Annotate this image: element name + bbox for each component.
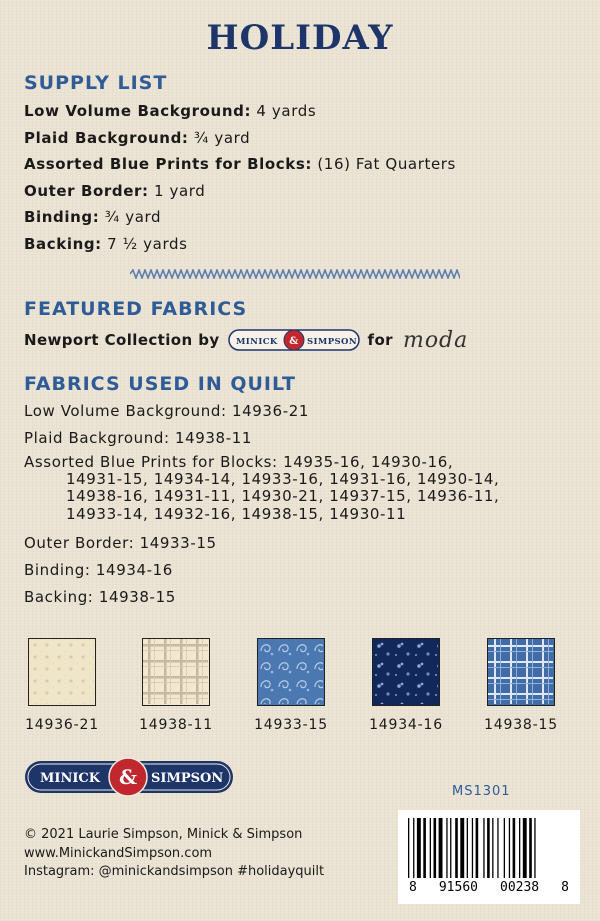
collection-text: Newport Collection by <box>24 331 220 349</box>
barcode-digit: 91560 <box>438 880 478 895</box>
barcode-bar <box>467 818 468 878</box>
swatch-label: 14934-16 <box>369 717 443 733</box>
swatch-label: 14938-15 <box>484 717 558 733</box>
swatch-14933-15 <box>257 638 325 706</box>
fabric-low-volume: Low Volume Background: 14936-21 <box>24 402 309 420</box>
barcode-bar <box>450 818 451 878</box>
barcode-digit: 8 <box>561 880 569 895</box>
minick-simpson-logo <box>24 755 234 803</box>
for-text: for <box>367 331 393 349</box>
barcode-bar <box>523 818 527 878</box>
barcode-bar <box>504 818 505 878</box>
svg-text:&: & <box>288 336 299 347</box>
swatch-14934-16 <box>372 638 440 706</box>
swatch-14936-21 <box>28 638 96 706</box>
barcode-bar <box>509 818 510 878</box>
barcode-bar <box>534 818 535 878</box>
fabric-binding: Binding: 14934-16 <box>24 560 173 579</box>
barcode-bar <box>439 818 443 878</box>
supply-item: Binding: ¾ yard <box>24 208 162 226</box>
supply-item: Assorted Blue Prints for Blocks: (16) Fat Quarters <box>24 155 456 173</box>
supply-list-heading: SUPPLY LIST <box>24 72 168 94</box>
moda-logo: moda <box>402 327 469 353</box>
fabric-outer-border: Outer Border: 14933-15 <box>24 533 217 552</box>
swatch-14938-11 <box>142 638 210 706</box>
barcode-bar <box>529 818 532 878</box>
instagram: Instagram: @minickandsimpson #holidayquilt <box>24 864 325 879</box>
fabric-plaid: Plaid Background: 14938-11 <box>24 429 252 447</box>
zigzag-divider <box>130 269 460 279</box>
barcode-bar <box>497 818 498 878</box>
fabrics-used-list <box>24 400 499 613</box>
page-title: HOLIDAY <box>206 18 394 58</box>
barcode-bar <box>455 818 458 878</box>
barcode-bar <box>408 818 409 878</box>
supply-list <box>24 100 456 259</box>
fabric-blocks: Assorted Blue Prints for Blocks: 14935-16, 14930-16, 14931-15, 14934-14, 14933-16, 14931-16, 14930-14, 14938-16, 14931-11, 14930-21, 14937-15, 14936-11, 14933-14, 14932-16, 14938-15, 14930-11 <box>24 453 500 523</box>
barcode-bar <box>413 818 414 878</box>
footer <box>24 826 324 882</box>
svg-text:SIMPSON: SIMPSON <box>306 337 357 347</box>
barcode-bar <box>513 818 516 878</box>
supply-item: Backing: 7 ½ yards <box>24 234 188 253</box>
supply-item: Outer Border: 1 yard <box>24 181 206 200</box>
swatch-label: 14938-11 <box>139 717 213 733</box>
supply-item: Low Volume Background: 4 yards <box>24 102 317 120</box>
barcode-digit: 00238 <box>500 880 540 895</box>
brand-amp: & <box>118 765 138 789</box>
barcode-bar <box>476 818 479 878</box>
swatch-label: 14936-21 <box>25 717 99 733</box>
brand-left: MINICK <box>40 771 101 786</box>
barcode-bar <box>423 818 426 878</box>
copyright: © 2021 Laurie Simpson, Minick & Simpson <box>24 827 303 842</box>
barcode-bar <box>460 818 464 878</box>
barcode-bar <box>519 818 520 878</box>
supply-item: Plaid Background: ¾ yard <box>24 128 251 147</box>
barcode-bar <box>472 818 473 878</box>
minick-simpson-small-logo <box>228 327 360 353</box>
barcode-bar <box>417 818 421 878</box>
barcode-bar <box>487 818 490 878</box>
product-code: MS1301 <box>452 784 511 799</box>
fabric-backing: Backing: 14938-15 <box>24 587 176 606</box>
svg-text:MINICK: MINICK <box>235 337 278 347</box>
website: www.MinickandSimpson.com <box>24 845 213 861</box>
featured-line <box>24 327 468 353</box>
featured-fabrics-heading: FEATURED FABRICS <box>24 298 248 320</box>
barcode-bar <box>430 818 431 878</box>
barcode-digit: 8 <box>409 880 417 895</box>
swatch-14938-15 <box>487 638 555 706</box>
barcode-bar <box>492 818 493 878</box>
fabrics-used-heading: FABRICS USED IN QUILT <box>24 373 296 395</box>
barcode-bar <box>483 818 484 878</box>
barcode-bar <box>434 818 437 878</box>
swatch-label: 14933-15 <box>254 717 328 733</box>
barcode <box>398 810 580 904</box>
barcode-bar <box>446 818 447 878</box>
brand-right: SIMPSON <box>151 771 224 786</box>
